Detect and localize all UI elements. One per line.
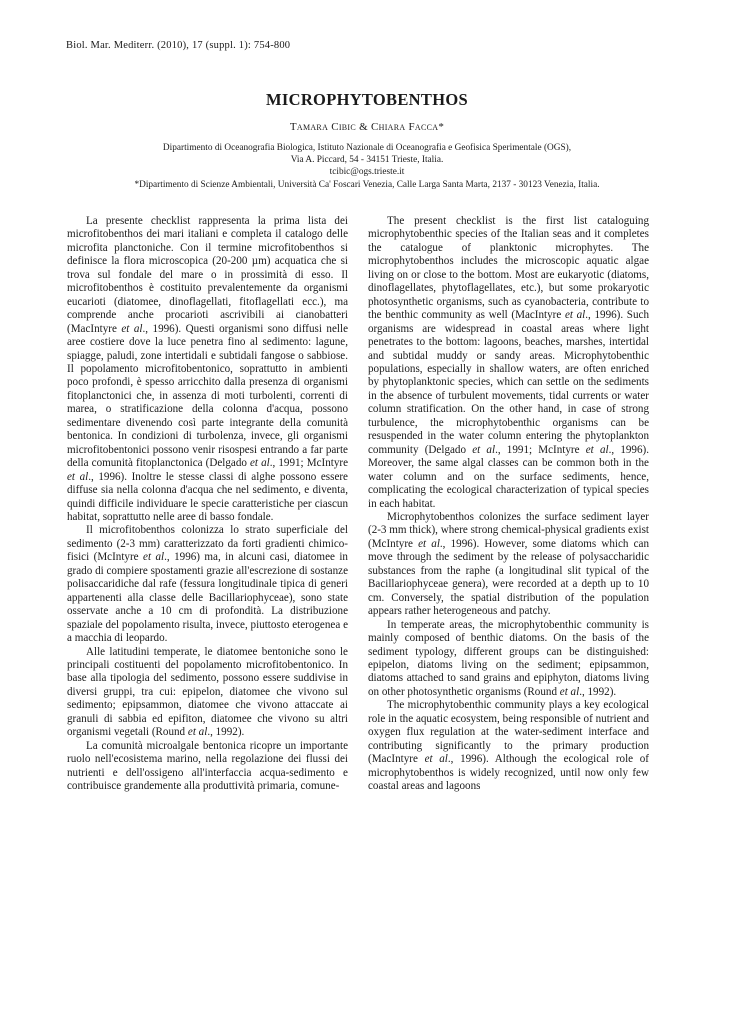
affiliation-line-4: *Dipartimento di Scienze Ambientali, Università Ca' Foscari Venezia, Calle Larga Santa Marta, 2137 - 30123 Venezia, Italia. — [134, 179, 600, 190]
paper-title: MICROPHYTOBENTHOS — [266, 90, 468, 109]
english-paragraph-1: The present checklist is the first list cataloguing microphytobenthic species of the Italian seas and it completes the catalogue of planktonic microphytes. The microphytobenthos includes the microscopic aquatic algae living on or close to the bottom. Most are eukaryotic (diatoms, dinoflagellates, phytoflagellates, etc.), but some prokaryotic photosynthetic organisms, such as cyanobacteria, contribute to the benthic community as well (MacIntyre et al., 1996). Such organisms are widespread in coastal areas where light penetrates to the bottom: lagoons, beaches, marshes, intertidal and subtidal muddy or sandy areas. Microphytobenthic populations, especially in shallow waters, are often enriched by phytoplanktonic species, which can settle on the sediments in the absence of turbulent movements, tidal currents or water column stratification. On the other hand, in case of strong turbulence, the microphytobenthic organisms can be resuspended in the water column entering the phytoplankton community (Delgado et al., 1991; McIntyre et al., 1996). Moreover, the same algal classes can be common both in the water column and on the surface sediments, hence, complicating the ecological characterization of typical species in each habitat. — [368, 215, 649, 510]
english-paragraph-2: Microphytobenthos colonizes the surface sediment layer (2-3 mm thick), where strong chemical-physical gradients exist (McIntyre et al., 1996). However, some diatoms which can move through the sediment by the release of polysaccharidic substances from the raphe (a longitudinal slit typical of the Bacillariophyceae genera), were recorded at a depth up to 10 cm. Conversely, the spatial distribution of the population appears rather heterogeneous and patchy. — [368, 510, 649, 618]
authors: Tamara Cibic & Chiara Facca* — [289, 121, 445, 133]
italian-paragraph-2: Il microfitobenthos colonizza lo strato superficiale del sedimento (2-3 mm) caratterizzato da forti gradienti chimico-fisici (McIntyre et al., 1996) ma, in alcuni casi, diatomee in grado di compiere spostamenti grazie all'escrezione di sostanze polisaccaridiche dal rafe (fessura longitudinale tipica di generi appartenenti alla classe delle Bacillariophyceae), sono state osservate anche a 10 cm di profondità. La distribuzione spaziale del popolamento risulta, invece, piuttosto eterogenea e a macchia di leopardo. — [67, 524, 348, 645]
running-head: Biol. Mar. Mediterr. (2010), 17 (suppl. 1): 754-800 — [66, 40, 291, 51]
affiliations — [0, 142, 734, 191]
italian-paragraph-4: La comunità microalgale bentonica ricopre un importante ruolo nell'ecosistema marino, nella regolazione dei flussi dei nutrienti e dell'ossigeno all'interfaccia acqua-sedimento e contribuisce grandemente alla produttività primaria, comune- — [67, 739, 348, 793]
affiliation-email: tcibic@ogs.trieste.it — [329, 167, 405, 178]
italian-paragraph-3: Alle latitudini temperate, le diatomee bentoniche sono le principali costituenti del popolamento microfitobentonico. In base alla tipologia del sedimento, possono essere suddivise in diversi gruppi, tra cui: epipelon, diatomee che vivono sul sedimento; epipsammon, diatomee che vivono attaccate ai granuli di sabbia ed epifiton, diatomee che vivono su altri organismi vegetali (Round et al., 1992). — [67, 645, 348, 739]
affiliation-line-2: Via A. Piccard, 54 - 34151 Trieste, Italia. — [290, 155, 444, 166]
english-text-column — [368, 215, 649, 793]
italian-paragraph-1: La presente checklist rappresenta la prima lista dei microfitobenthos dei mari italiani e completa il catalogo delle microfita planctoniche. Con il termine microfitobenthos si definisce la flora microscopica (20-200 µm) acquatica che si trova sul fondale del mare o in prossimità di esso. Il microfitobenthos è costituito prevalentemente da organismi eucarioti (diatomee, dinoflagellati, fitoflagellati ecc.), ma comprende anche procarioti ascrivibili ai cianobatteri (MacIntyre et al., 1996). Questi organismi sono diffusi nelle aree costiere dove la luce penetra fino al sedimento: lagune, spiagge, paludi, zone intertidali e subtidali fangose o sabbiose. Il popolamento microfitobentonico, soprattutto in ambienti poco profondi, è spesso arricchito dalla presenza di organismi fitoplanctonici che, in assenza di moti turbolenti, correnti di marea, o stratificazione della colonna d'acqua, possono sedimentare divenendo così parte integrante della comunità bentonica. In condizioni di turbolenza, invece, gli organismi microfitobentonici possono venir risospesi entrando a far parte della comunità fitoplanctonica (Delgado et al., 1991; McIntyre et al., 1996). Inoltre le stesse classi di alghe possono essere diffuse sia nella colonna d'acqua che nel sedimento, e diventa, quindi difficile individuare le specie caratteristiche per ciascun habitat, soprattutto nelle aree di basso fondale. — [67, 215, 348, 523]
affiliation-line-1: Dipartimento di Oceanografia Biologica, Istituto Nazionale di Oceanografia e Geofisica Sperimentale (OGS), — [162, 143, 572, 153]
italian-text-column — [67, 215, 348, 793]
english-paragraph-4: The microphytobenthic community plays a key ecological role in the aquatic ecosystem, being responsible of nutrient and oxygen flux regulation at the water-sediment interface and contributing significantly to the primary production (MacIntyre et al., 1996). Although the ecological role of microphytobenthos is widely recognized, until now only few coastal areas and lagoons — [368, 699, 649, 793]
english-paragraph-3: In temperate areas, the microphytobenthic community is mainly composed of benthic diatoms. On the basis of the sediment typology, different groups can be distinguished: epipelon, diatoms living on the sediment; epipsammon, diatoms attached to sand grains and epiphyton, diatoms living on other photosynthetic organisms (Round et al., 1992). — [368, 618, 649, 698]
